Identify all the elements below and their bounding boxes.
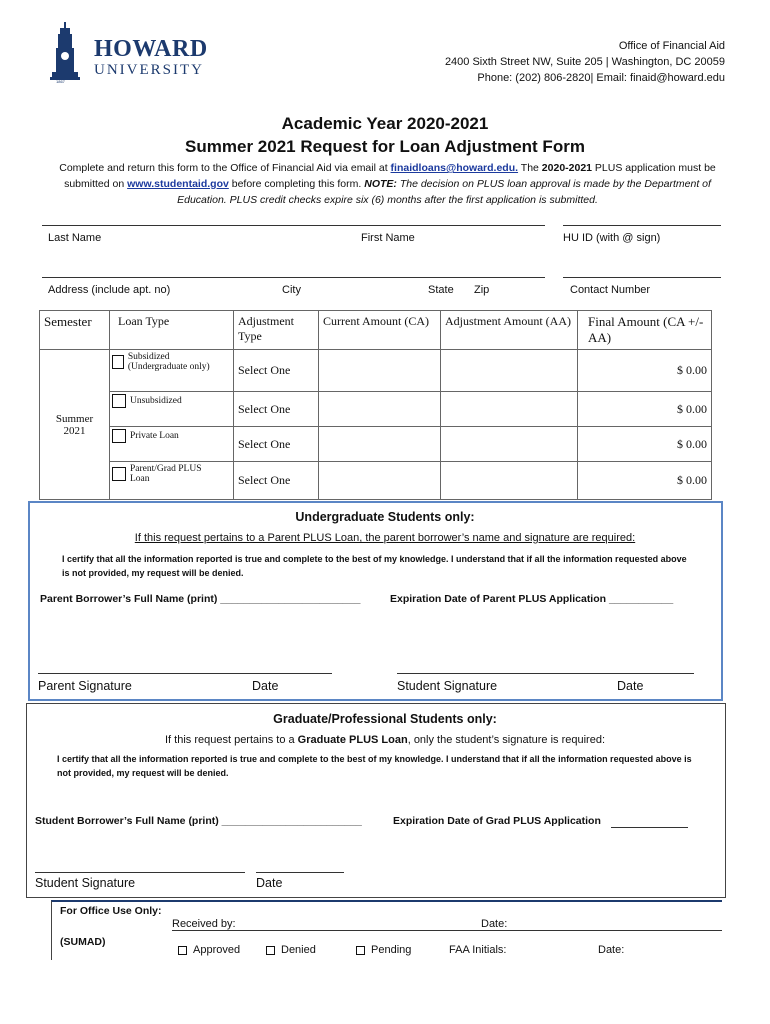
table-row	[40, 350, 712, 392]
pending-option[interactable]	[356, 944, 411, 956]
graduate-title: Graduate/Professional Students only:	[273, 712, 497, 726]
final-amount-value: $ 0.00	[578, 462, 712, 500]
email-link[interactable]: finaidloans@howard.edu.	[390, 162, 519, 174]
zip-label: Zip	[474, 284, 490, 296]
adjustment-type-select[interactable]: Select One	[234, 462, 319, 500]
sumad-label: (SUMAD)	[60, 936, 106, 948]
adjustment-type-select[interactable]: Select One	[234, 350, 319, 392]
state-label: State	[428, 284, 454, 296]
adjustment-amount-cell[interactable]	[441, 392, 578, 427]
loan-type-cell	[110, 392, 234, 427]
parent-signature-label: Parent Signature	[38, 679, 132, 693]
parent-signature-line[interactable]	[38, 673, 332, 674]
office-address: 2400 Sixth Street NW, Suite 205 | Washington, DC 20059	[444, 56, 725, 68]
plus-loan-checkbox[interactable]	[112, 467, 126, 481]
semester-header: Semester	[40, 311, 110, 350]
adjustment-type-header: Adjustment Type	[234, 311, 319, 350]
student-signature-label: Student Signature	[397, 679, 498, 693]
current-amount-cell[interactable]	[319, 427, 441, 462]
denied-option[interactable]	[266, 944, 316, 956]
adjustment-amount-cell[interactable]	[441, 350, 578, 392]
loan-label: Subsidized (Undergraduate only)	[127, 352, 210, 372]
final-amount-value: $ 0.00	[578, 427, 712, 462]
semester-cell	[40, 350, 110, 500]
approved-option[interactable]	[178, 944, 240, 956]
academic-year-title: Academic Year 2020-2021	[281, 114, 489, 133]
studentaid-link[interactable]: www.studentaid.gov	[127, 178, 229, 190]
intro-part: The	[518, 162, 542, 174]
office-date-label: Date:	[481, 918, 508, 930]
office-info	[445, 38, 725, 86]
intro-part: Complete and return this form to the Office of Financial Aid via email at	[59, 162, 391, 174]
undergraduate-certification: I certify that all the information reported is true and complete to the best of my knowledge. I understand that if all the information requested above is not provided, my request will be denied.	[62, 554, 687, 578]
grad-plus-expiration-line[interactable]	[611, 827, 688, 828]
last-name-label: Last Name	[48, 232, 102, 244]
approved-label: Approved	[193, 944, 241, 956]
adjustment-type-select[interactable]: Select One	[234, 392, 319, 427]
pending-checkbox[interactable]	[356, 946, 365, 955]
note-text: The decision on PLUS loan approval is made by the Department of Education. PLUS credit checks expire six (6) months after the first application is submitted.	[177, 178, 711, 206]
city-label: City	[282, 284, 301, 296]
logo-text-university: UNIVERSITY	[94, 62, 204, 78]
intro-part: PLUS application must be submitted on	[64, 162, 716, 190]
parent-plus-expiration-field[interactable]: Expiration Date of Parent PLUS Application ___________	[390, 593, 674, 605]
loan-type-cell	[110, 462, 234, 500]
loan-label: Parent/Grad PLUS Loan	[130, 464, 202, 484]
loan-label: Private Loan	[130, 431, 179, 441]
intro-year: 2020-2021	[541, 162, 593, 174]
hu-id-label: HU ID (with @ sign)	[563, 232, 661, 244]
semester-name: Summer 2021	[55, 412, 94, 437]
final-amount-value: $ 0.00	[578, 392, 712, 427]
loan-type-cell	[110, 350, 234, 392]
graduate-certification: I certify that all the information reported is true and complete to the best of my knowledge. I understand that if all the information requested above is not provided, my request will be denied.	[57, 754, 692, 778]
current-amount-cell[interactable]	[319, 392, 441, 427]
current-amount-cell[interactable]	[319, 462, 441, 500]
denied-checkbox[interactable]	[266, 946, 275, 955]
adjustment-amount-header: Adjustment Amount (AA)	[441, 311, 578, 350]
grad-date-line[interactable]	[256, 872, 344, 873]
office-contact: Phone: (202) 806-2820| Email: finaid@howard.edu	[477, 72, 725, 84]
final-amount-header: Final Amount (CA +/- AA)	[578, 311, 712, 350]
logo-text-howard: HOWARD	[94, 36, 208, 62]
denied-label: Denied	[281, 944, 316, 956]
parent-borrower-name-field[interactable]: Parent Borrower’s Full Name (print) ________________________	[40, 593, 361, 605]
faa-initials-label: FAA Initials:	[449, 944, 507, 956]
name-line[interactable]	[42, 225, 545, 226]
form-title: Summer 2021 Request for Loan Adjustment Form	[185, 137, 585, 156]
loan-type-header: Loan Type	[110, 311, 234, 350]
final-amount-value: $ 0.00	[578, 350, 712, 392]
loan-label: Unsubsidized	[130, 396, 182, 406]
intro-part: before completing this form.	[228, 178, 365, 190]
address-line[interactable]	[42, 277, 545, 278]
received-by-line[interactable]	[172, 930, 722, 931]
svg-text:1867: 1867	[56, 79, 65, 84]
graduate-plus-label: Graduate PLUS Loan	[297, 734, 408, 746]
received-by-label: Received by:	[172, 918, 236, 930]
office-name: Office of Financial Aid	[618, 40, 725, 52]
subsidized-checkbox[interactable]	[112, 355, 124, 369]
grad-date-label: Date	[256, 876, 283, 890]
student-signature-line[interactable]	[397, 673, 694, 674]
hu-id-line[interactable]	[563, 225, 721, 226]
loan-type-cell	[110, 427, 234, 462]
table-row	[40, 392, 712, 427]
graduate-subtitle	[0, 734, 770, 746]
intro-text	[50, 160, 725, 208]
private-loan-checkbox[interactable]	[112, 429, 126, 443]
table-row	[40, 462, 712, 500]
table-header-row	[40, 311, 712, 350]
note-label: NOTE:	[364, 178, 397, 190]
loan-adjustment-table	[39, 310, 712, 500]
undergraduate-title: Undergraduate Students only:	[295, 510, 475, 524]
graduate-subtitle-part: , only the student’s signature is required:	[407, 734, 606, 746]
current-amount-cell[interactable]	[319, 350, 441, 392]
approved-checkbox[interactable]	[178, 946, 187, 955]
grad-student-signature-label: Student Signature	[35, 876, 136, 890]
first-name-label: First Name	[361, 232, 415, 244]
undergraduate-subtitle: If this request pertains to a Parent PLUS Loan, the parent borrower’s name and signature are required:	[134, 532, 636, 544]
graduate-section	[26, 703, 726, 898]
table-row	[40, 427, 712, 462]
pending-label: Pending	[371, 944, 412, 956]
address-label: Address (include apt. no)	[48, 284, 171, 296]
parent-date-label: Date	[252, 679, 279, 693]
grad-student-signature-line[interactable]	[35, 872, 245, 873]
adjustment-amount-cell[interactable]	[441, 462, 578, 500]
current-amount-header: Current Amount (CA)	[319, 311, 441, 350]
graduate-subtitle-part: If this request pertains to a	[164, 734, 298, 746]
student-borrower-name-field[interactable]: Student Borrower’s Full Name (print) ________________________	[35, 815, 362, 827]
unsubsidized-checkbox[interactable]	[112, 394, 126, 408]
student-date-label: Date	[617, 679, 644, 693]
contact-line[interactable]	[563, 277, 721, 278]
adjustment-amount-cell[interactable]	[441, 427, 578, 462]
adjustment-type-select[interactable]: Select One	[234, 427, 319, 462]
office-date2-label: Date:	[598, 944, 625, 956]
office-use-label: For Office Use Only:	[60, 905, 162, 917]
grad-plus-expiration-label: Expiration Date of Grad PLUS Application	[393, 815, 601, 827]
contact-number-label: Contact Number	[570, 284, 651, 296]
